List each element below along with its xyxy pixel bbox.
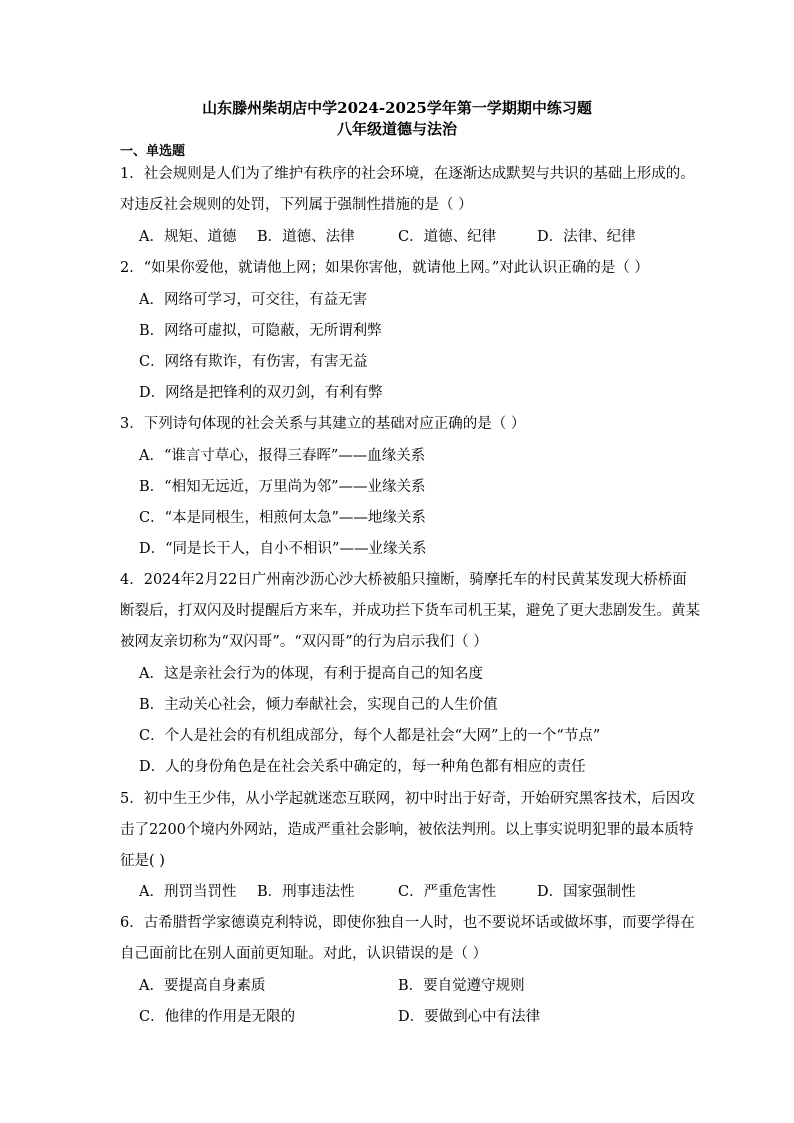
question-5-option-c: C．严重危害性	[398, 884, 497, 900]
question-5-option-b: B．刑事违法性	[257, 884, 355, 900]
question-5-stem-line-2: 击了2200个境内外网站，造成严重社会影响，被依法判刑。以上事实说明犯罪的最本质特	[120, 822, 694, 838]
question-1-option-c: C．道德、纪律	[398, 229, 497, 245]
question-3-option-b: B．“相知无远近，万里尚为邻”——业缘关系	[139, 479, 426, 495]
question-3-option-a: A．“谁言寸草心，报得三春晖”——血缘关系	[139, 448, 426, 464]
question-6-stem-line-1: 6．古希腊哲学家德谟克利特说，即使你独自一人时，也不要说坏话或做坏事，而要学得在	[120, 915, 695, 931]
question-4-stem-line-1: 4．2024年2月22日广州南沙沥心沙大桥被船只撞断，骑摩托车的村民黄某发现大桥桥面	[120, 572, 687, 588]
document-title: 山东滕州柴胡店中学2024-2025学年第一学期期中练习题	[202, 99, 592, 117]
question-4-stem-line-2: 断裂后，打双闪及时提醒后方来车，并成功拦下货车司机王某，避免了更大悲剧发生。黄某	[120, 603, 700, 619]
question-6-option-d: D．要做到心中有法律	[398, 1009, 541, 1025]
question-2-option-c: C．网络有欺诈，有伤害，有害无益	[139, 354, 368, 370]
question-5-stem-line-3: 征是( )	[120, 853, 165, 869]
question-3-stem-line-1: 3．下列诗句体现的社会关系与其建立的基础对应正确的是（ ）	[120, 416, 526, 432]
document-subtitle: 八年级道德与法治	[336, 120, 457, 138]
question-4-option-c: C．个人是社会的有机组成部分，每个人都是社会“大网”上的一个“节点”	[139, 728, 601, 744]
question-1-option-d: D．法律、纪律	[537, 229, 636, 245]
question-1-option-b: B．道德、法律	[257, 229, 355, 245]
question-4-stem-line-3: 被网友亲切称为“双闪哥”。“双闪哥”的行为启示我们（ ）	[120, 634, 488, 650]
question-1-stem-line-1: 1．社会规则是人们为了维护有秩序的社会环境，在逐渐达成默契与共识的基础上形成的。	[120, 166, 695, 182]
question-6-option-c: C．他律的作用是无限的	[139, 1009, 296, 1025]
question-5-stem-line-1: 5．初中生王少伟，从小学起就迷恋互联网，初中时出于好奇，开始研究黑客技术，后因攻	[120, 791, 695, 807]
question-2-option-a: A．网络可学习，可交往，有益无害	[139, 292, 367, 308]
question-5-option-d: D．国家强制性	[537, 884, 636, 900]
question-2-stem-line-1: 2．“如果你爱他，就请他上网；如果你害他，就请他上网。”对此认识正确的是（ ）	[120, 260, 649, 276]
question-3-option-d: D．“同是长干人，自小不相识”——业缘关系	[139, 541, 427, 557]
question-5-option-a: A．刑罚当罚性	[139, 884, 237, 900]
question-2-option-b: B．网络可虚拟，可隐蔽，无所谓利弊	[139, 323, 382, 339]
section-heading: 一、单选题	[120, 144, 186, 159]
question-1-option-a: A．规矩、道德	[139, 229, 237, 245]
question-1-stem-line-2: 对违反社会规则的处罚，下列属于强制性措施的是（ ）	[120, 197, 473, 213]
question-2-option-d: D．网络是把锋利的双刃剑，有利有弊	[139, 385, 383, 401]
question-6-option-a: A．要提高自身素质	[139, 978, 266, 994]
question-4-option-b: B．主动关心社会，倾力奉献社会，实现自己的人生价值	[139, 697, 498, 713]
question-4-option-a: A．这是亲社会行为的体现，有利于提高自己的知名度	[139, 666, 483, 682]
question-3-option-c: C．“本是同根生，相煎何太急”——地缘关系	[139, 510, 426, 526]
question-6-stem-line-2: 自己面前比在别人面前更知耻。对此，认识错误的是（ ）	[120, 946, 488, 962]
question-4-option-d: D．人的身份角色是在社会关系中确定的，每一种角色都有相应的责任	[139, 759, 586, 775]
question-6-option-b: B．要自觉遵守规则	[398, 978, 525, 994]
